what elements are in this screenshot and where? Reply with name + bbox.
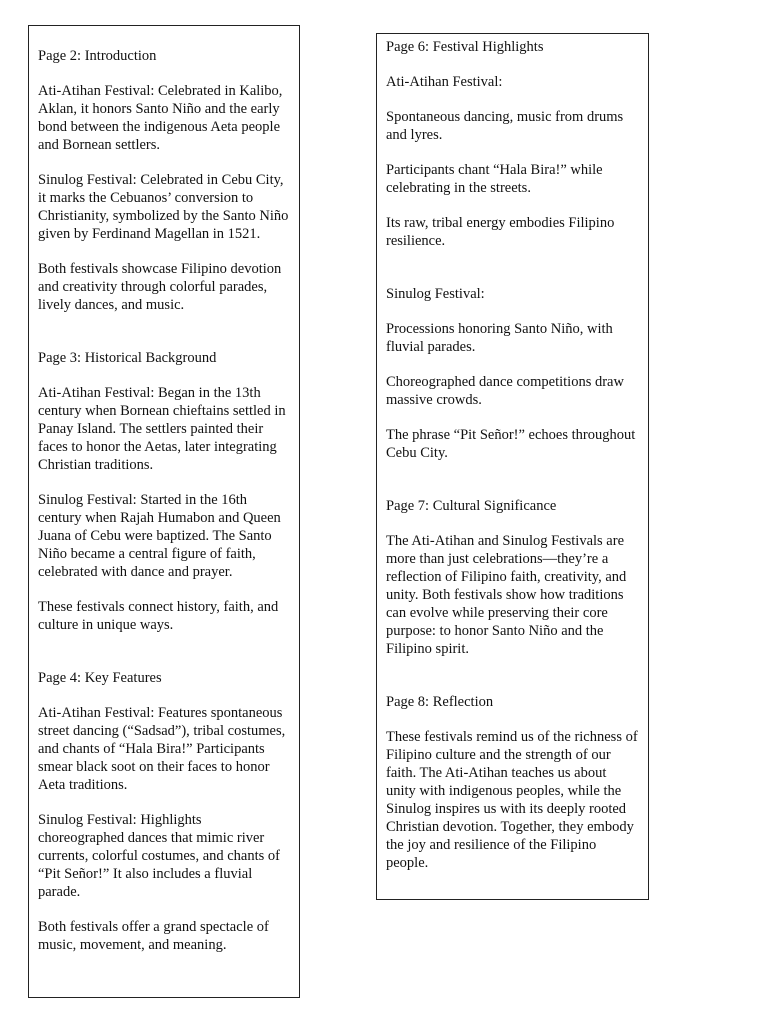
page3-ati-paragraph: Ati-Atihan Festival: Began in the 13th century when Bornean chieftains settled in Panay Island. The settlers painted their faces to honor the Aetas, later integrating Christian traditions. bbox=[38, 385, 286, 473]
page6-heading: Page 6: Festival Highlights bbox=[386, 39, 544, 55]
page2-sinulog-paragraph: Sinulog Festival: Celebrated in Cebu City, it marks the Cebuanos’ conversion to Christianity, symbolized by the Santo Niño given by Ferdinand Magellan in 1521. bbox=[38, 172, 289, 242]
page6-ati-item-3: Its raw, tribal energy embodies Filipino resilience. bbox=[386, 215, 615, 249]
page7-heading: Page 7: Cultural Significance bbox=[386, 498, 557, 514]
page6-ati-label: Ati-Atihan Festival: bbox=[386, 74, 503, 90]
page7-paragraph: The Ati-Atihan and Sinulog Festivals are more than just celebrations—they’re a reflection of Filipino faith, creativity, and unity. Both festivals show how traditions can evolve while preserving their core purpose: to honor Santo Niño and the Filipino spirit. bbox=[386, 533, 627, 657]
page6-sinulog-item-2: Choreographed dance competitions draw massive crowds. bbox=[386, 374, 624, 408]
page4-sinulog-paragraph: Sinulog Festival: Highlights choreographed dances that mimic river currents, colorful costumes, and chants of “Pit Señor!” It also includes a fluvial parade. bbox=[38, 812, 280, 900]
page4-summary-paragraph: Both festivals offer a grand spectacle of music, movement, and meaning. bbox=[38, 919, 269, 953]
page3-summary-paragraph: These festivals connect history, faith, and culture in unique ways. bbox=[38, 599, 279, 633]
page3-heading: Page 3: Historical Background bbox=[38, 350, 217, 366]
page6-sinulog-item-3: The phrase “Pit Señor!” echoes throughout Cebu City. bbox=[386, 427, 636, 461]
page3-sinulog-paragraph: Sinulog Festival: Started in the 16th century when Rajah Humabon and Queen Juana of Cebu were baptized. The Santo Niño became a central figure of faith, celebrated with dance and prayer. bbox=[38, 492, 281, 580]
page8-heading: Page 8: Reflection bbox=[386, 694, 494, 710]
page4-heading: Page 4: Key Features bbox=[38, 670, 162, 686]
right-page-column bbox=[376, 33, 649, 900]
page6-ati-item-2: Participants chant “Hala Bira!” while celebrating in the streets. bbox=[386, 162, 603, 196]
page2-heading: Page 2: Introduction bbox=[38, 48, 157, 64]
page8-paragraph: These festivals remind us of the richness of Filipino culture and the strength of our faith. The Ati-Atihan teaches us about unity with indigenous peoples, while the Sinulog inspires us with its deeply rooted Christian devotion. Together, they embody the joy and resilience of the Filipino people. bbox=[386, 729, 638, 871]
page6-ati-item-1: Spontaneous dancing, music from drums and lyres. bbox=[386, 109, 624, 143]
page2-summary-paragraph: Both festivals showcase Filipino devotion and creativity through colorful parades, lively dances, and music. bbox=[38, 261, 282, 313]
left-page-column bbox=[28, 25, 300, 998]
page4-ati-paragraph: Ati-Atihan Festival: Features spontaneous street dancing (“Sadsad”), tribal costumes, and chants of “Hala Bira!” Participants smear black soot on their faces to honor Aeta traditions. bbox=[38, 705, 286, 793]
page2-ati-paragraph: Ati-Atihan Festival: Celebrated in Kalibo, Aklan, it honors Santo Niño and the early bond between the indigenous Aeta people and Bornean settlers. bbox=[38, 83, 283, 153]
page6-sinulog-item-1: Processions honoring Santo Niño, with fluvial parades. bbox=[386, 321, 613, 355]
page6-sinulog-label: Sinulog Festival: bbox=[386, 286, 485, 302]
